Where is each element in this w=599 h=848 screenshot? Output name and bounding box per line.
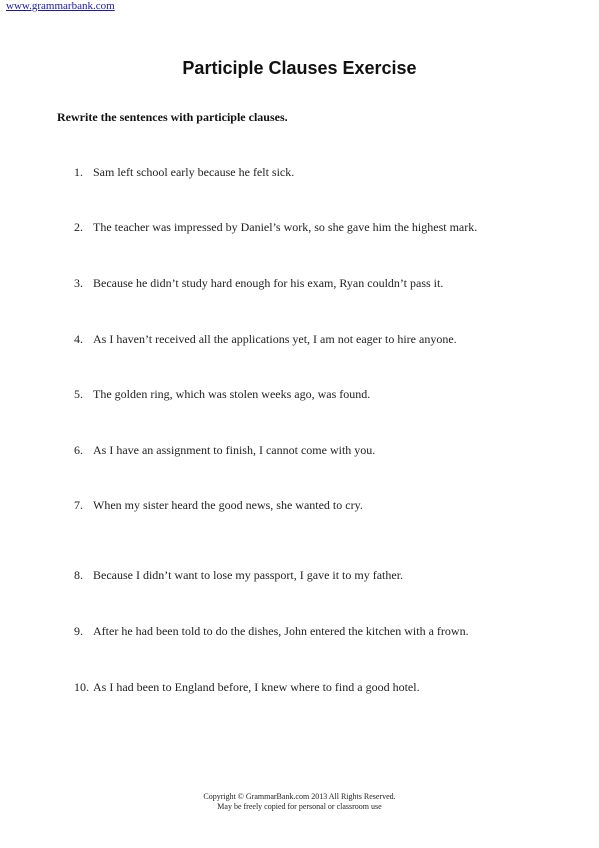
instruction-text: Rewrite the sentences with participle clauses. (57, 110, 288, 124)
question-item (74, 680, 420, 695)
question-text: The golden ring, which was stolen weeks ago, was found. (93, 387, 371, 401)
question-item (74, 220, 477, 235)
copyright-text: Copyright © GrammarBank.com 2013 All Rights Reserved. (203, 792, 396, 801)
question-text: As I had been to England before, I knew where to find a good hotel. (93, 680, 420, 694)
question-text: Sam left school early because he felt sick. (93, 165, 295, 179)
question-text: Because he didn’t study hard enough for his exam, Ryan couldn’t pass it. (93, 276, 444, 290)
question-number: 7. (74, 498, 83, 512)
question-text: As I haven’t received all the applications yet, I am not eager to hire anyone. (93, 332, 457, 346)
question-number: 3. (74, 276, 83, 290)
question-number: 6. (74, 443, 83, 457)
footer (0, 792, 599, 812)
question-text: When my sister heard the good news, she wanted to cry. (93, 498, 363, 512)
question-number: 2. (74, 220, 83, 234)
question-item (74, 165, 294, 180)
question-item (74, 276, 443, 291)
question-item (74, 568, 403, 583)
question-number: 10. (74, 680, 89, 694)
question-text: After he had been told to do the dishes, John entered the kitchen with a frown. (93, 624, 469, 638)
question-number: 1. (74, 165, 83, 179)
question-item (74, 498, 363, 513)
question-text: As I have an assignment to finish, I cannot come with you. (93, 443, 376, 457)
question-number: 8. (74, 568, 83, 582)
question-item (74, 443, 375, 458)
site-link[interactable]: www.grammarbank.com (6, 0, 115, 12)
question-text: The teacher was impressed by Daniel’s work, so she gave him the highest mark. (93, 220, 478, 234)
usage-note: May be freely copied for personal or classroom use (217, 802, 382, 811)
question-number: 9. (74, 624, 83, 638)
question-number: 5. (74, 387, 83, 401)
question-number: 4. (74, 332, 83, 346)
page-title: Participle Clauses Exercise (182, 58, 417, 78)
question-item (74, 332, 457, 347)
question-item (74, 387, 370, 402)
question-item (74, 624, 469, 639)
question-text: Because I didn’t want to lose my passport, I gave it to my father. (93, 568, 404, 582)
